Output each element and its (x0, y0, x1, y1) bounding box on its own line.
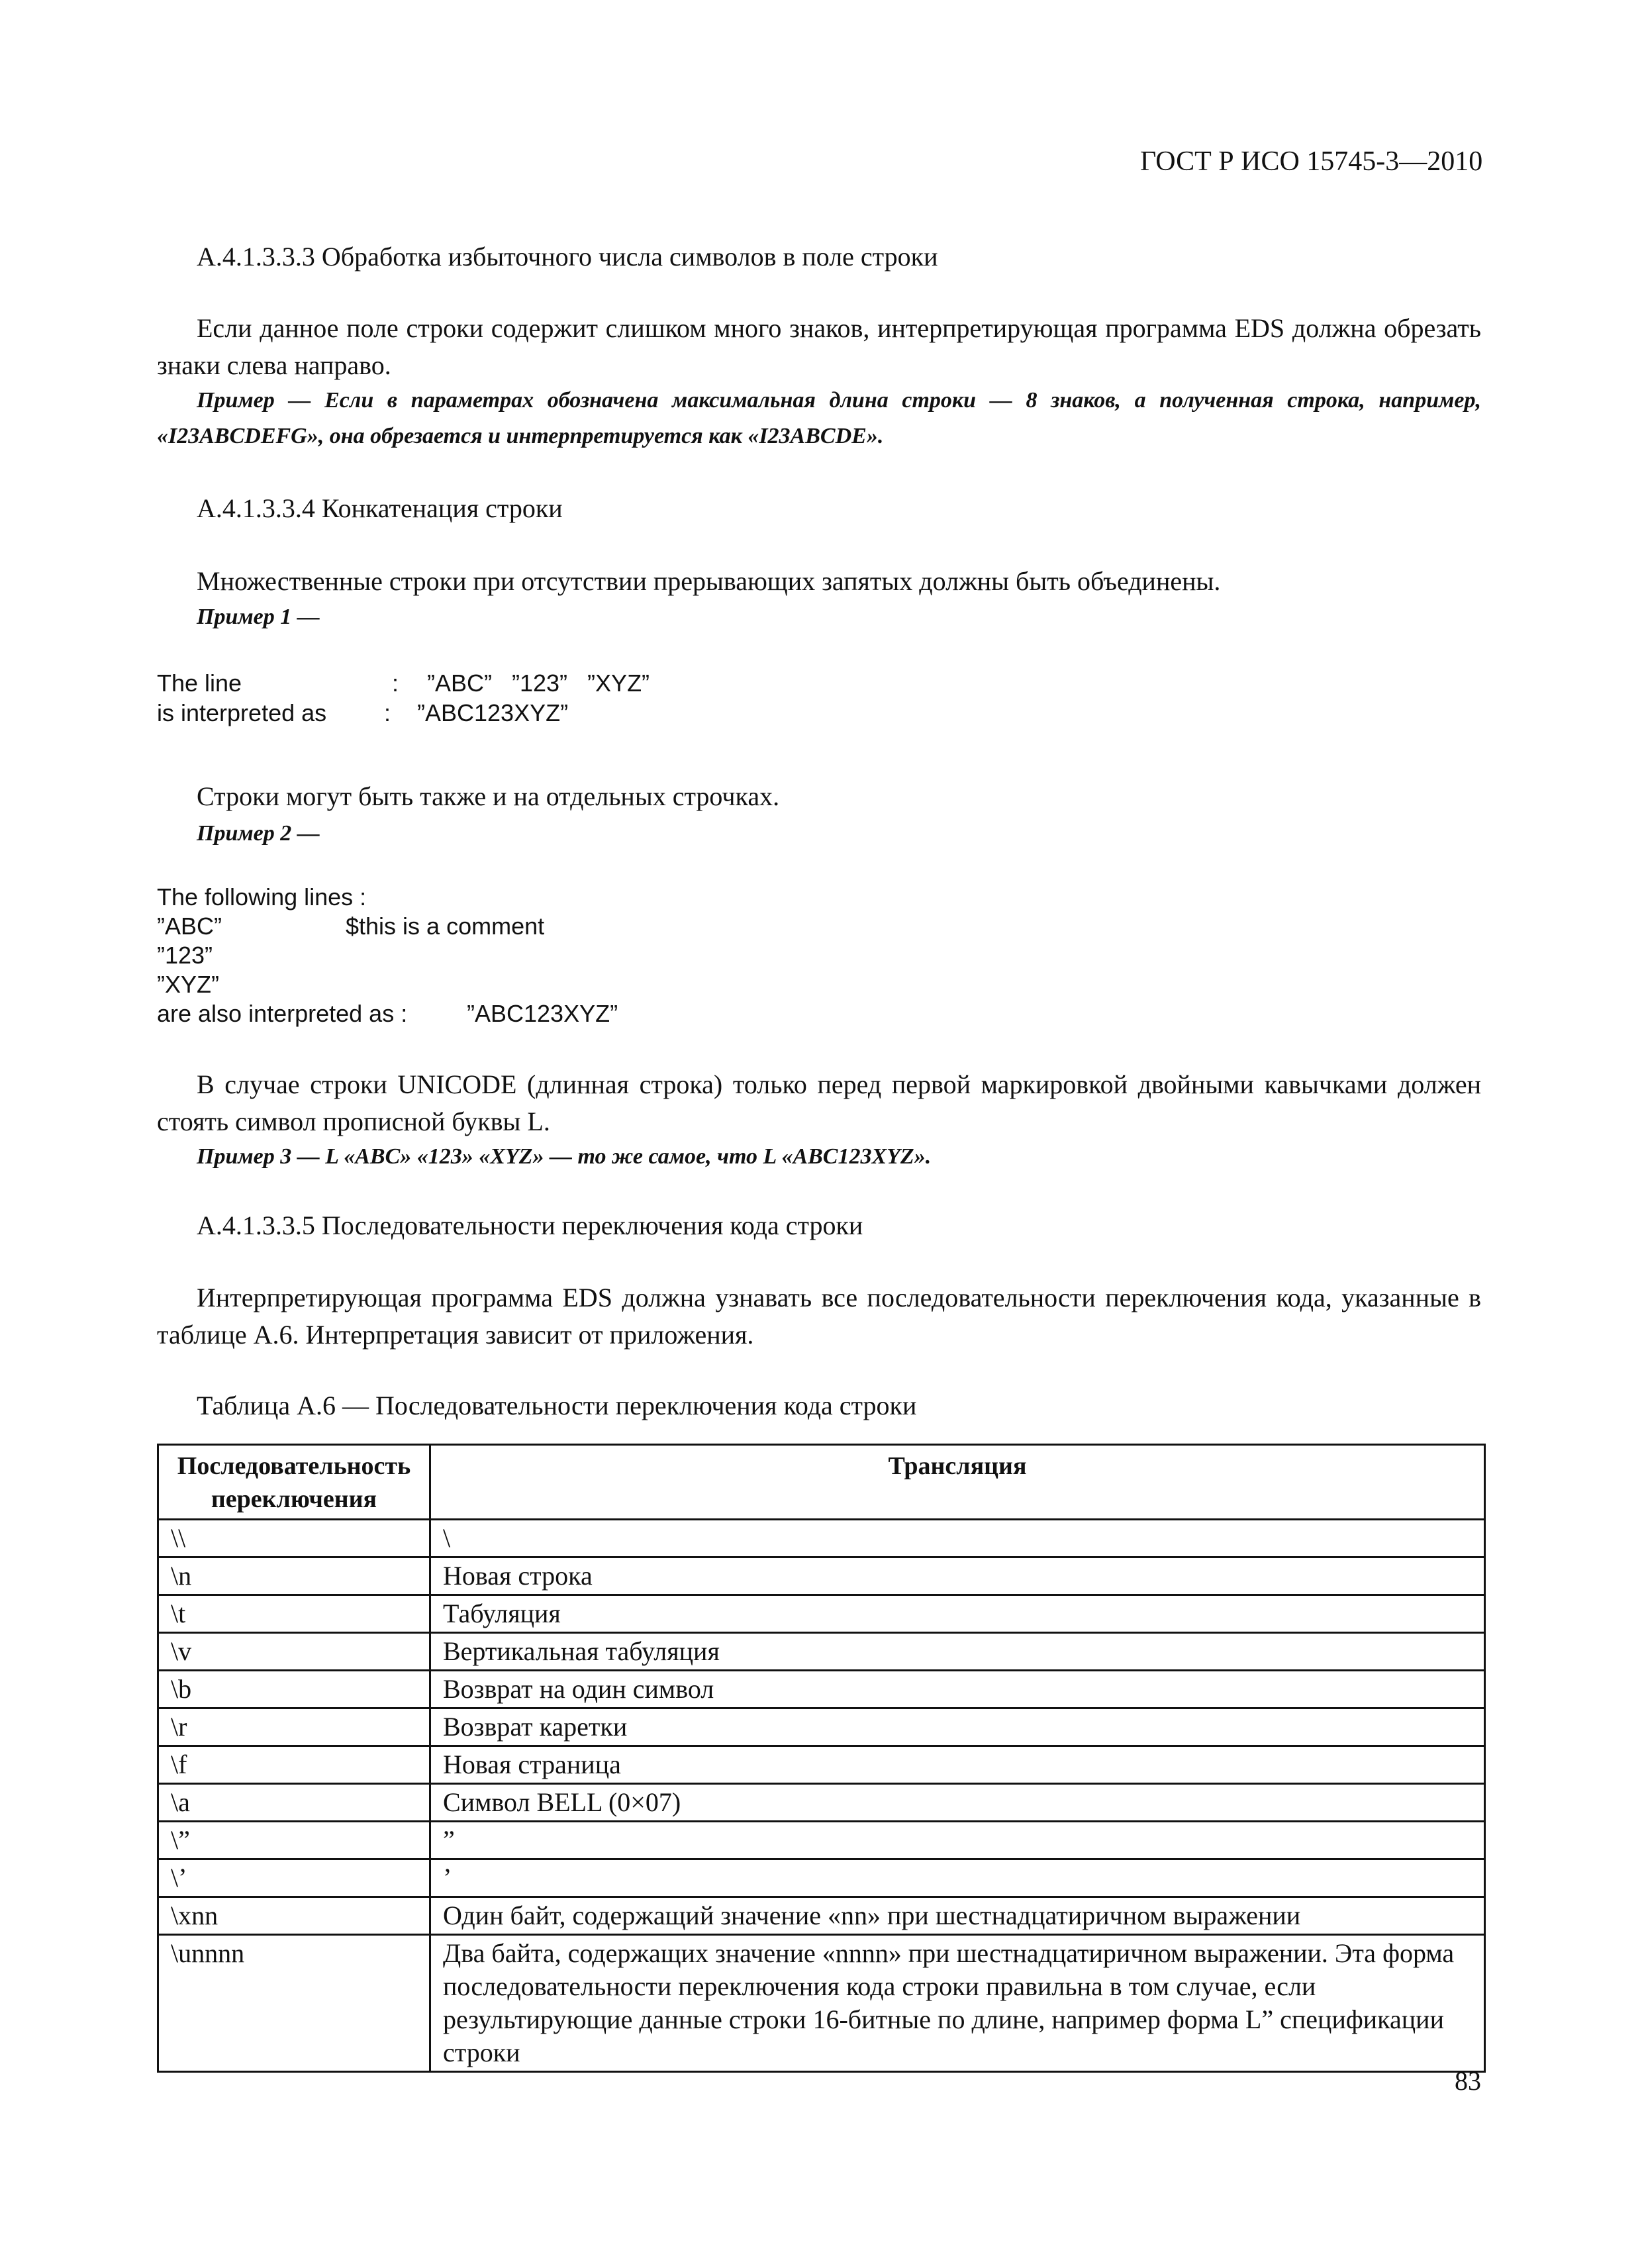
translation-cell: Новая строка (430, 1557, 1485, 1595)
table-caption: Таблица А.6 — Последовательности переключения кода строки (197, 1391, 917, 1420)
code-abc: ”ABC” (157, 912, 222, 940)
code-following-lines: The following lines : (157, 883, 367, 911)
example-3: Пример 3 — L «ABC» «123» «XYZ» — то же самое, что L «ABC123XYZ». (197, 1144, 932, 1169)
translation-cell: \ (430, 1520, 1485, 1557)
example-truncation: Пример — Если в параметрах обозначена максимальная длина строки — 8 знаков, а полученная строка, например, «I23ABCDEFG», она обрезается и интерпретируется как «I23ABCDE». (157, 388, 1481, 448)
translation-cell: Возврат на один символ (430, 1671, 1485, 1708)
translation-cell: Табуляция (430, 1595, 1485, 1633)
code-also-interpreted-value: ”ABC123XYZ” (467, 1000, 618, 1027)
code-interpreted-separator: : (384, 699, 391, 726)
sequence-cell: \n (158, 1557, 430, 1595)
sequence-cell: \a (158, 1784, 430, 1822)
translation-cell: ’ (430, 1859, 1485, 1897)
table-row (158, 1633, 1485, 1671)
translation-cell: Символ BELL (0×07) (430, 1784, 1485, 1822)
table-row (158, 1595, 1485, 1633)
table-row (158, 1822, 1485, 1859)
table-header-row (158, 1445, 1485, 1520)
section-heading-a41333: А.4.1.3.3.3 Обработка избыточного числа символов в поле строки (197, 242, 938, 271)
code-also-interpreted-label: are also interpreted as : (157, 1000, 408, 1027)
table-row (158, 1784, 1485, 1822)
code-line-separator: : (392, 669, 399, 697)
table-row (158, 1557, 1485, 1595)
paragraph-concatenation: Множественные строки при отсутствии прерывающих запятых должны быть объединены. (197, 566, 1221, 596)
paragraph-separate-lines: Строки могут быть также и на отдельных строчках. (197, 781, 780, 811)
sequence-cell: \b (158, 1671, 430, 1708)
table-row (158, 1935, 1485, 2072)
escape-sequence-table (157, 1444, 1486, 2073)
table-row (158, 1746, 1485, 1784)
table-header-translation: Трансляция (430, 1445, 1485, 1520)
translation-cell: Возврат каретки (430, 1708, 1485, 1746)
code-comment: $this is a comment (346, 912, 545, 940)
sequence-cell: \xnn (158, 1897, 430, 1935)
sequence-cell: \” (158, 1822, 430, 1859)
sequence-cell: \f (158, 1746, 430, 1784)
section-heading-a41334: А.4.1.3.3.4 Конкатенация строки (197, 493, 563, 523)
translation-cell: Два байта, содержащих значение «nnnn» при шестнадцатиричном выражении. Эта форма последовательности переключения кода строки правильна в том случае, если результирующие данные строки 16-битные по длине, например форма L” спецификации строки (430, 1935, 1485, 2072)
code-123: ”123” (157, 942, 213, 969)
table-row (158, 1708, 1485, 1746)
sequence-cell: \t (158, 1595, 430, 1633)
translation-cell: Один байт, содержащий значение «nn» при шестнадцатиричном выражении (430, 1897, 1485, 1935)
sequence-cell: \r (158, 1708, 430, 1746)
page-number: 83 (1455, 2066, 1481, 2096)
paragraph-escape-sequences: Интерпретирующая программа EDS должна узнавать все последовательности переключения кода, указанные в таблице А.6. Интерпретация зависит от приложения. (157, 1283, 1481, 1350)
code-interpreted-label: is interpreted as (157, 699, 327, 726)
code-line-value: ”ABC” ”123” ”XYZ” (427, 669, 650, 697)
example-2-label: Пример 2 — (197, 821, 320, 846)
section-heading-a41335: А.4.1.3.3.5 Последовательности переключения кода строки (197, 1210, 863, 1240)
table-row (158, 1859, 1485, 1897)
paragraph-unicode: В случае строки UNICODE (длинная строка) только перед первой маркировкой двойными кавычками должен стоять символ прописной буквы L. (157, 1069, 1481, 1136)
example-1-label: Пример 1 — (197, 605, 320, 629)
sequence-cell: \’ (158, 1859, 430, 1897)
translation-cell: Новая страница (430, 1746, 1485, 1784)
paragraph-truncation: Если данное поле строки содержит слишком много знаков, интерпретирующая программа EDS должна обрезать знаки слева направо. (157, 313, 1481, 380)
code-xyz: ”XYZ” (157, 971, 219, 998)
sequence-cell: \v (158, 1633, 430, 1671)
doc-number-header: ГОСТ Р ИСО 15745-3—2010 (1140, 146, 1483, 177)
table-row (158, 1897, 1485, 1935)
table-row (158, 1520, 1485, 1557)
sequence-cell: \\ (158, 1520, 430, 1557)
table-row (158, 1671, 1485, 1708)
table-header-sequence: Последовательность переключения (158, 1445, 430, 1520)
code-line-label: The line (157, 669, 242, 697)
translation-cell: ” (430, 1822, 1485, 1859)
translation-cell: Вертикальная табуляция (430, 1633, 1485, 1671)
sequence-cell: \unnnn (158, 1935, 430, 2072)
code-interpreted-value: ”ABC123XYZ” (417, 699, 569, 726)
